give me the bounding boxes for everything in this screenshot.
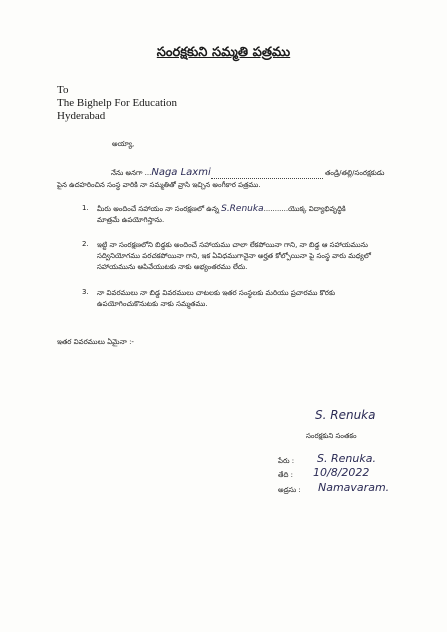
address-organization: The Bighelp For Education — [57, 97, 178, 109]
item-1-line-2: మాత్రమే ఉపయోగిస్తాను. — [97, 216, 165, 224]
item-2-number: 2. — [82, 240, 89, 248]
name-prefix: నేను అనగా ... — [111, 169, 152, 177]
intro-line-1 — [111, 167, 384, 179]
intro-line-2: పైన ఉదహరించిన సంస్థ వారికి నా సమ్మతితో వ్రాసి ఇచ్చిన అంగీకార పత్రము. — [57, 181, 261, 189]
address-label: అడ్రసు : — [278, 486, 301, 494]
address-city: Hyderabad — [57, 110, 106, 122]
salutation: అయ్యా, — [112, 140, 135, 148]
item-2-text: ఇట్టి నా సంరక్షణలోని బిడ్డకు అందించే సహాయము చాలా లేకపోయినా గాని, నా బిడ్డ ఆ సహాయమును సద్వినియోగము పరచకపోయినా గాని, ఇక ఏవిధముగానైనా అర్హత కోల్పోయినా పై సంస్థ వారు మధ్యలో సహాయమును ఆపివేయుటకు నాకు అభ్యంతరము లేదు. — [97, 241, 371, 271]
name-label: పేరు : — [278, 457, 295, 465]
item-3-text: నా వివరములు నా బిడ్డ వివరములు చాటలకు ఇతర సంస్థలకు మరియు ప్రచారము కొరకు ఉపయోగించుకొనుటకు నాకు సమ్మతము. — [97, 289, 336, 308]
guardian-signature: S. Renuka — [315, 408, 376, 422]
address-handwritten: Namavaram. — [318, 481, 390, 494]
page-title: సంరక్షకుని సమ్మతి పత్రము — [156, 45, 291, 60]
date-handwritten: 10/8/2022 — [313, 466, 370, 479]
item-1-number: 1. — [82, 204, 89, 212]
child-name-handwritten: S.Renuka — [221, 204, 264, 214]
item-3-number: 3. — [82, 288, 89, 296]
relation-label: తండ్రి/తల్లి/సంరక్షకుడు — [324, 169, 385, 177]
parent-name-handwritten: Naga Laxmi — [151, 167, 211, 178]
date-label: తేది : — [278, 471, 293, 479]
guardian-name-handwritten: S. Renuka. — [317, 452, 376, 465]
signature-label: సంరక్షకుని సంతకం — [306, 432, 357, 440]
item-1-line-1: మీరు అందించే సహాయం నా సంరక్షణలో ఉన్న S.Renuka...........యొక్క విద్యాభివృద్ధికి — [97, 204, 346, 214]
name-dotted-line — [211, 170, 323, 179]
other-details-label: ఇతర వివరములు ఏమైనా :- — [57, 338, 134, 346]
address-to: To — [57, 84, 69, 96]
